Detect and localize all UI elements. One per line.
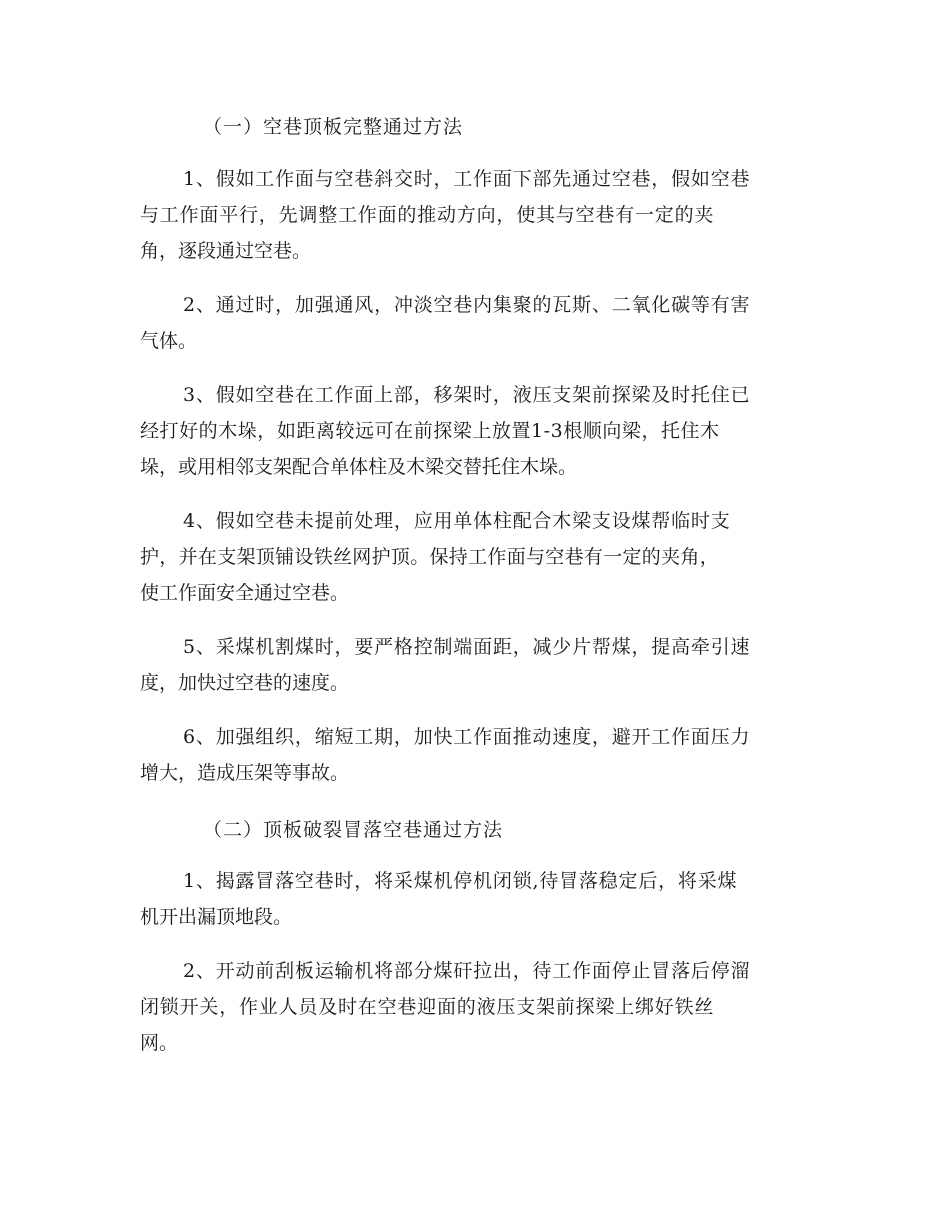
numbered-item	[140, 287, 840, 359]
item-line: 5、采煤机割煤时，要严格控制端面距，减少片帮煤，提高牵引速	[183, 636, 751, 658]
numbered-item	[140, 953, 840, 1061]
item-line: 增大，造成压架等事故。	[140, 762, 350, 784]
section-heading	[203, 112, 463, 139]
item-line: 4、假如空巷未提前处理，应用单体柱配合木梁支设煤帮临时支	[183, 510, 731, 532]
item-line: 2、通过时，加强通风，冲淡空巷内集聚的瓦斯、二氧化碳等有害	[183, 294, 751, 316]
item-line: 网。	[140, 1032, 179, 1054]
item-line: 气体。	[140, 330, 198, 352]
section-heading-text: （一）空巷顶板完整通过方法	[203, 116, 464, 138]
numbered-item	[140, 161, 840, 269]
item-line: 3、假如空巷在工作面上部，移架时，液压支架前探梁及时托住已	[183, 384, 751, 406]
item-line: 护，并在支架顶铺设铁丝网护顶。保持工作面与空巷有一定的夹角，	[140, 546, 720, 568]
section-heading	[203, 815, 503, 842]
item-line: 与工作面平行，先调整工作面的推动方向，使其与空巷有一定的夹	[140, 204, 715, 226]
numbered-item	[140, 863, 840, 935]
item-line: 闭锁开关，作业人员及时在空巷迎面的液压支架前探梁上绑好铁丝	[140, 996, 715, 1018]
item-line: 机开出漏顶地段。	[140, 906, 293, 928]
item-line: 垛，或用相邻支架配合单体柱及木梁交替托住木垛。	[140, 456, 578, 478]
item-line: 度，加快过空巷的速度。	[140, 672, 350, 694]
item-line: 2、开动前刮板运输机将部分煤矸拉出，待工作面停止冒落后停溜	[183, 960, 751, 982]
item-line: 经打好的木垛，如距离较远可在前探梁上放置1-3根顺向梁，托住木	[140, 420, 720, 442]
numbered-item	[140, 503, 840, 611]
numbered-item	[140, 377, 840, 485]
item-line: 1、揭露冒落空巷时，将采煤机停机闭锁,待冒落稳定后，将采煤	[183, 870, 738, 892]
item-line: 6、加强组织，缩短工期，加快工作面推动速度，避开工作面压力	[183, 726, 751, 748]
item-line: 使工作面安全通过空巷。	[140, 582, 350, 604]
item-line: 1、假如工作面与空巷斜交时，工作面下部先通过空巷，假如空巷	[183, 168, 751, 190]
section-heading-text: （二）顶板破裂冒落空巷通过方法	[203, 819, 504, 841]
item-line: 角，逐段通过空巷。	[140, 240, 312, 262]
numbered-item	[140, 629, 840, 701]
numbered-item	[140, 719, 840, 791]
